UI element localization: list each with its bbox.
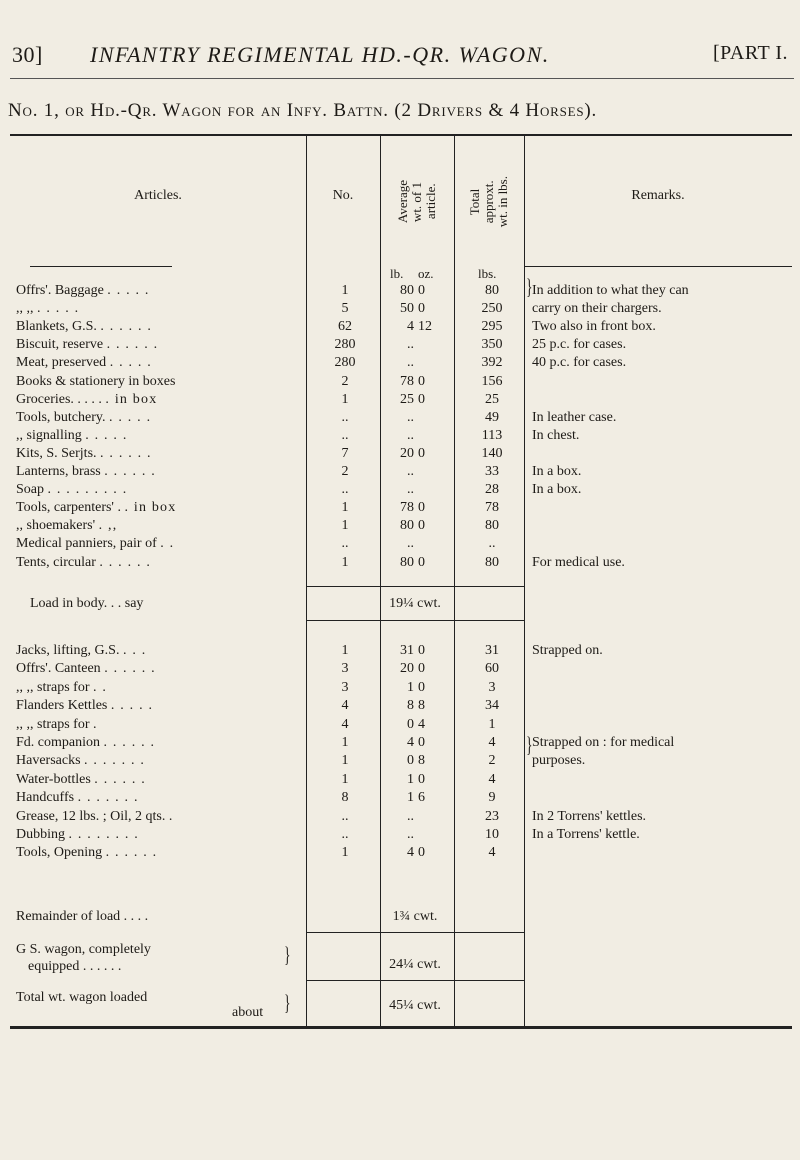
summary-rule <box>306 932 524 933</box>
total-wt-value: 45¼ cwt. <box>389 998 441 1013</box>
weight-oz-cell: 0 <box>418 845 425 861</box>
weight-lb-cell: 0 <box>407 753 414 769</box>
number-cell: 4 <box>341 698 349 714</box>
total-cell: 350 <box>481 337 503 353</box>
article-cell: Water-bottles . . . . . . <box>16 771 146 787</box>
weight-oz-cell: 0 <box>418 500 425 516</box>
weight-oz-cell: 8 <box>418 753 425 769</box>
weight-lb-cell: 1 <box>407 771 414 787</box>
total-cell: 28 <box>485 482 499 498</box>
number-cell: 1 <box>341 735 349 750</box>
table-row <box>10 642 792 660</box>
table-row <box>10 808 792 826</box>
weight-lb-cell: .. <box>407 355 414 371</box>
total-cell: 25 <box>485 391 499 407</box>
total-cell: 250 <box>481 301 503 317</box>
weight-oz-cell: 0 <box>418 643 425 658</box>
article-cell: Fd. companion . . . . . . <box>16 735 156 750</box>
table-row <box>10 463 792 481</box>
table-row <box>10 481 792 499</box>
weight-lb-cell: 31 <box>400 643 414 658</box>
table-row <box>10 427 792 445</box>
remark-cell: In addition to what they can <box>532 283 689 298</box>
weight-lb-cell: 20 <box>400 445 414 461</box>
number-cell: .. <box>341 536 349 552</box>
col-divider <box>454 136 455 1026</box>
table-row <box>10 679 792 697</box>
weight-oz-cell: 0 <box>418 735 425 750</box>
number-cell: 1 <box>341 518 349 534</box>
number-cell: 1 <box>341 753 349 769</box>
number-cell: .. <box>341 482 349 498</box>
gs-wagon-brace: } <box>284 942 291 967</box>
weight-lb-cell: 4 <box>407 319 414 335</box>
number-cell: 280 <box>334 355 356 371</box>
summary-rule <box>306 586 524 587</box>
table-row <box>10 445 792 463</box>
article-cell: Jacks, lifting, G.S. . . . <box>16 643 147 658</box>
weight-oz-cell: 0 <box>418 283 425 298</box>
article-cell: Kits, S. Serjts. . . . . . . <box>16 445 152 461</box>
remark-cell: In a box. <box>532 482 582 498</box>
unit-lb: lb. <box>390 266 404 281</box>
total-cell: 4 <box>488 845 496 861</box>
table-row <box>10 336 792 354</box>
table-row <box>10 354 792 372</box>
total-cell: 2 <box>488 753 496 769</box>
table-row <box>10 554 792 572</box>
weight-lb-cell: .. <box>407 827 414 842</box>
number-cell: 3 <box>341 661 349 677</box>
header-average-weight: Average wt. of 1 article. <box>395 180 438 224</box>
article-cell: Handcuffs . . . . . . . <box>16 790 139 806</box>
number-cell: 1 <box>341 845 349 861</box>
number-cell: 2 <box>341 464 349 479</box>
table-row <box>10 697 792 715</box>
article-cell: Offrs'. Baggage . . . . . <box>16 283 150 298</box>
page-number: 30] <box>12 42 43 67</box>
table-row <box>10 660 792 678</box>
running-head <box>12 42 792 78</box>
article-cell: Haversacks . . . . . . . <box>16 753 146 769</box>
load-in-body-value: 19¼ cwt. <box>389 596 441 611</box>
table-row <box>10 826 792 844</box>
weight-lb-cell: 50 <box>400 301 414 317</box>
number-cell: 1 <box>341 391 349 407</box>
table-row <box>10 373 792 391</box>
load-in-body-label: Load in body. . . say <box>30 596 144 611</box>
summary-rule <box>306 980 524 981</box>
total-cell: 1 <box>488 716 496 732</box>
article-cell: Soap . . . . . . . . . <box>16 482 128 498</box>
table-row <box>10 535 792 553</box>
remark-cell: Two also in front box. <box>532 319 656 335</box>
article-cell: Blankets, G.S. . . . . . . <box>16 319 153 335</box>
number-cell: .. <box>341 808 349 824</box>
number-cell: 1 <box>341 771 349 787</box>
total-cell: 80 <box>485 554 499 570</box>
table-row <box>10 752 792 770</box>
weight-lb-cell: 80 <box>400 283 414 298</box>
weight-oz-cell: 12 <box>418 319 432 335</box>
weight-oz-cell: 4 <box>418 716 425 732</box>
weight-lb-cell: 25 <box>400 391 414 407</box>
number-cell: .. <box>341 427 349 443</box>
number-cell: 1 <box>341 500 349 516</box>
part-label: [PART I. <box>712 42 788 64</box>
remark-cell: Strapped on : for medical <box>532 735 675 750</box>
weight-lb-cell: 20 <box>400 661 414 677</box>
weight-oz-cell: 0 <box>418 661 425 677</box>
total-cell: 113 <box>481 427 503 443</box>
total-cell: 4 <box>488 735 496 750</box>
number-cell: 1 <box>341 643 349 658</box>
remark-cell: Strapped on. <box>532 643 603 658</box>
weight-lb-cell: 78 <box>400 500 414 516</box>
table-row <box>10 789 792 807</box>
remark-cell: In chest. <box>532 427 580 443</box>
remainder-label: Remainder of load . . . . <box>16 909 149 924</box>
total-cell: 80 <box>485 518 499 534</box>
weight-oz-cell: 0 <box>418 554 425 570</box>
number-cell: 4 <box>341 716 349 732</box>
summary-rule <box>306 620 524 621</box>
table-caption: No. 1, or Hd.-Qr. Wagon for an Infy. Battn. (2 Drivers & 4 Horses). <box>8 100 598 121</box>
weight-lb-cell: 4 <box>407 845 414 861</box>
total-cell: 33 <box>485 464 499 479</box>
table-row <box>10 517 792 535</box>
article-cell: Biscuit, reserve . . . . . . <box>16 337 159 353</box>
article-cell: ,, ,, . . . . . <box>16 301 80 317</box>
article-cell: ,, ,, straps for . . <box>16 679 108 695</box>
article-cell: Tools, Opening . . . . . . <box>16 845 158 861</box>
gs-wagon-label-line1: G S. wagon, completely <box>16 942 151 957</box>
table-row <box>10 391 792 409</box>
weight-oz-cell: 0 <box>418 518 425 534</box>
table-row <box>10 318 792 336</box>
total-cell: 31 <box>485 643 499 658</box>
weight-oz-cell: 0 <box>418 301 425 317</box>
remark-cell: In a box. <box>532 464 582 479</box>
total-cell: 140 <box>481 445 503 461</box>
article-cell: Lanterns, brass . . . . . . <box>16 464 156 479</box>
remark-cell: In leather case. <box>532 409 617 425</box>
number-cell: 2 <box>341 373 349 389</box>
header-remarks: Remarks. <box>631 188 685 203</box>
weight-oz-cell: 0 <box>418 391 425 407</box>
running-title: INFANTRY REGIMENTAL HD.-QR. WAGON. <box>90 42 550 67</box>
gs-wagon-value: 24¼ cwt. <box>389 957 441 972</box>
header-articles: Articles. <box>134 188 182 203</box>
table-row <box>10 409 792 427</box>
weight-lb-cell: 1 <box>407 679 414 695</box>
total-cell: 23 <box>485 808 499 824</box>
article-cell: Offrs'. Canteen . . . . . . <box>16 661 156 677</box>
article-cell: Tools, carpenters' . . in box <box>16 500 177 516</box>
total-cell: 10 <box>485 827 499 842</box>
article-cell: Meat, preserved . . . . . <box>16 355 152 371</box>
total-cell: 49 <box>485 409 499 425</box>
total-cell: 392 <box>481 355 503 371</box>
header-total-weight: Total approxt. wt. in lbs. <box>467 176 510 228</box>
total-cell: 295 <box>481 319 503 335</box>
remark-cell: In a Torrens' kettle. <box>532 827 640 842</box>
weight-lb-cell: 8 <box>407 698 414 714</box>
article-cell: ,, signalling . . . . . <box>16 427 128 443</box>
table-row <box>10 844 792 862</box>
weight-lb-cell: .. <box>407 536 414 552</box>
remarks-brace: } <box>526 732 533 757</box>
col-divider <box>524 136 525 1026</box>
remark-cell: carry on their chargers. <box>532 301 662 317</box>
number-cell: 1 <box>341 283 349 298</box>
table-row <box>10 734 792 752</box>
weight-lb-cell: .. <box>407 337 414 353</box>
article-cell: Dubbing . . . . . . . . <box>16 827 139 842</box>
unit-lbs: lbs. <box>478 266 497 281</box>
col-divider <box>306 136 307 1026</box>
table-row <box>10 300 792 318</box>
number-cell: 1 <box>341 554 349 570</box>
col-divider <box>380 136 381 1026</box>
article-cell: Books & stationery in boxes <box>16 373 176 389</box>
number-cell: 3 <box>341 679 349 695</box>
load-table <box>10 134 792 1029</box>
total-wt-label-line1: Total wt. wagon loaded <box>16 990 148 1005</box>
weight-oz-cell: 6 <box>418 790 425 806</box>
gs-wagon-label-line2: equipped . . . . . . <box>28 959 122 974</box>
weight-lb-cell: 4 <box>407 735 414 750</box>
number-cell: 7 <box>341 445 349 461</box>
weight-lb-cell: 1 <box>407 790 414 806</box>
weight-lb-cell: 0 <box>407 716 414 732</box>
table-row <box>10 499 792 517</box>
article-cell: ,, ,, straps for . <box>16 716 98 732</box>
total-cell: 80 <box>485 283 499 298</box>
article-cell: Medical panniers, pair of . . <box>16 536 175 552</box>
weight-lb-cell: 78 <box>400 373 414 389</box>
total-cell: 34 <box>485 698 499 714</box>
remark-cell: 40 p.c. for cases. <box>532 355 627 371</box>
article-cell: Tents, circular . . . . . . <box>16 554 152 570</box>
article-cell: Groceries. . . . . . in box <box>16 391 158 407</box>
weight-oz-cell: 0 <box>418 373 425 389</box>
total-cell: 78 <box>485 500 499 516</box>
total-cell: .. <box>488 536 496 552</box>
weight-lb-cell: 80 <box>400 518 414 534</box>
number-cell: 62 <box>338 319 352 335</box>
remark-cell: For medical use. <box>532 554 625 570</box>
number-cell: .. <box>341 827 349 842</box>
total-cell: 156 <box>481 373 503 389</box>
weight-lb-cell: .. <box>407 409 414 425</box>
article-cell: ,, shoemakers' . ,, <box>16 518 118 534</box>
weight-oz-cell: 0 <box>418 445 425 461</box>
remarks-brace: } <box>526 274 533 299</box>
weight-lb-cell: 80 <box>400 554 414 570</box>
weight-oz-cell: 8 <box>418 698 425 714</box>
total-wt-label-line2: about <box>232 1005 264 1020</box>
remark-cell: purposes. <box>532 753 586 769</box>
weight-oz-cell: 0 <box>418 771 425 787</box>
header-no: No. <box>332 188 354 203</box>
total-wt-brace: } <box>284 990 291 1015</box>
number-cell: 280 <box>334 337 356 353</box>
number-cell: .. <box>341 409 349 425</box>
table-row <box>10 716 792 734</box>
weight-lb-cell: .. <box>407 464 414 479</box>
number-cell: 5 <box>341 301 349 317</box>
weight-lb-cell: .. <box>407 482 414 498</box>
weight-lb-cell: .. <box>407 808 414 824</box>
total-cell: 9 <box>488 790 496 806</box>
remark-cell: 25 p.c. for cases. <box>532 337 627 353</box>
unit-oz: oz. <box>418 266 434 281</box>
article-cell: Grease, 12 lbs. ; Oil, 2 qts. . <box>16 808 174 824</box>
total-cell: 60 <box>485 661 499 677</box>
total-cell: 4 <box>488 771 496 787</box>
weight-lb-cell: .. <box>407 427 414 443</box>
total-cell: 3 <box>488 679 496 695</box>
article-cell: Tools, butchery. . . . . . <box>16 409 152 425</box>
remark-cell: In 2 Torrens' kettles. <box>532 808 647 824</box>
article-cell: Flanders Kettles . . . . . <box>16 698 154 714</box>
weight-oz-cell: 0 <box>418 679 425 695</box>
header-rule-short <box>30 266 172 267</box>
header-rule-remarks <box>524 266 792 267</box>
remainder-value: 1¾ cwt. <box>392 909 438 924</box>
table-row <box>10 771 792 789</box>
number-cell: 8 <box>341 790 349 806</box>
header-rule <box>10 78 794 79</box>
table-row <box>10 282 792 300</box>
